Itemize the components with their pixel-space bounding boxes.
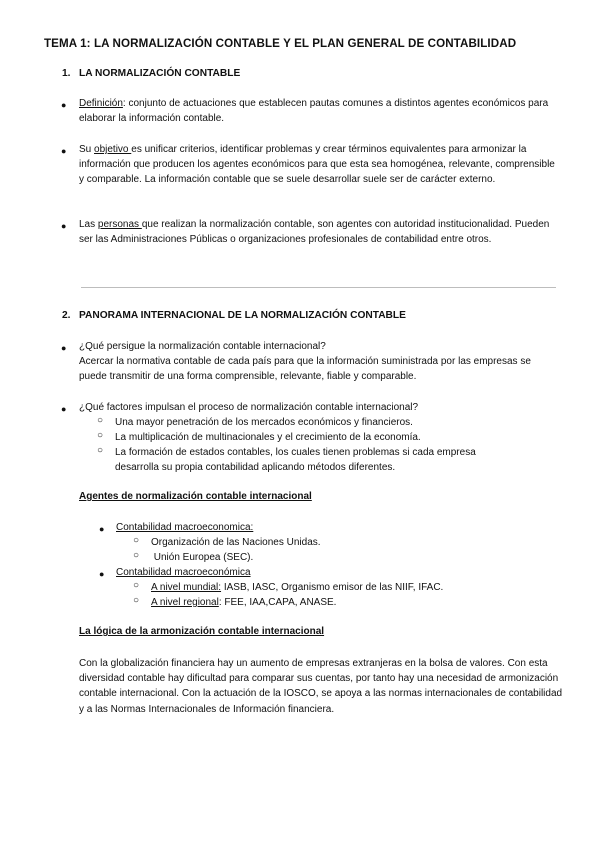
agent-item xyxy=(151,580,443,595)
section-2-heading xyxy=(62,310,406,321)
bullet-icon: ● xyxy=(61,146,67,156)
section-1-heading xyxy=(62,68,240,79)
logic-paragraph: Con la globalización financiera hay un aumento de empresas extranjeras en la bolsa de valores. Con esta diversidad contable hay dificultad para comparar sus cuentas, por tanto hay una necesidad de armonización contable internacional. Con la actuación de la IOSCO, se apoya a las normas internacionales de contabilidad y a las Normas Internacionales de Información financiera. xyxy=(79,658,563,715)
persons-paragraph xyxy=(79,217,559,247)
factor-item: La multiplicación de multinacionales y el crecimiento de la economía. xyxy=(115,432,421,443)
bullet-icon: ● xyxy=(99,524,105,534)
agent-item-text: : FEE, IAA,CAPA, ANASE. xyxy=(218,597,337,608)
persons-pre: Las xyxy=(79,219,98,230)
circle-bullet-icon: ○ xyxy=(133,550,140,561)
question-1-block xyxy=(79,339,559,385)
agents-heading: Agentes de normalización contable internacional xyxy=(79,491,312,502)
circle-bullet-icon: ○ xyxy=(97,415,104,426)
answer-1: Acercar la normativa contable de cada país para que la información suministrada por las empresas se puede transmitir de una forma comprensible, relevante, fiable y comparable. xyxy=(79,356,531,383)
agent-item-label: A nivel regional xyxy=(151,597,219,608)
agent-item xyxy=(151,595,336,610)
bullet-icon: ● xyxy=(61,404,67,414)
factor-item: La formación de estados contables, los cuales tienen problemas si cada empresa desarrolla su propia contabilidad aplicando métodos diferentes. xyxy=(115,447,476,474)
bullet-icon: ● xyxy=(61,100,67,110)
persons-term: personas xyxy=(97,219,142,230)
objective-paragraph xyxy=(79,142,559,188)
agent-group-2 xyxy=(116,565,251,580)
factor-item: Una mayor penetración de los mercados económicos y financieros. xyxy=(115,417,413,428)
agent-item-text: IASB, IASC, Organismo emisor de las NIIF, IFAC. xyxy=(221,582,444,593)
bullet-icon: ● xyxy=(99,569,105,579)
definition-text: : conjunto de actuaciones que establecen pautas comunes a distintos agentes económicos para elaborar la información contable. xyxy=(79,98,549,125)
definition-paragraph xyxy=(79,96,559,126)
section-1-title: LA NORMALIZACIÓN CONTABLE xyxy=(79,68,241,79)
bullet-icon: ● xyxy=(61,343,67,353)
section-2-number: 2. xyxy=(62,310,71,321)
agent-item: Organización de las Naciones Unidas. xyxy=(151,537,321,548)
agent-group-1 xyxy=(116,520,253,535)
agent-group-2-label: Contabilidad macroeconómica xyxy=(116,567,251,578)
section-1-number: 1. xyxy=(62,68,71,79)
definition-term: Definición xyxy=(79,98,123,109)
question-2: ¿Qué factores impulsan el proceso de normalización contable internacional? xyxy=(79,402,419,413)
page-title: TEMA 1: LA NORMALIZACIÓN CONTABLE Y EL PLAN GENERAL DE CONTABILIDAD xyxy=(44,37,517,50)
persons-text: que realizan la normalización contable, son agentes con autoridad institucionalidad. Pueden ser las Administraciones Públicas o organizaciones profesionales de contabilidad entre otros. xyxy=(79,219,550,246)
objective-pre: Su xyxy=(79,144,95,155)
agent-item-label: A nivel mundial: xyxy=(151,582,222,593)
objective-text: es unificar criterios, identificar problemas y crear términos equivalentes para armonizar la información que producen los agentes económicos para que esta sea homogénea, relevante, comprensible y comparable. La información contable que se suele desarrollar suele ser de carácter externo. xyxy=(79,144,555,186)
section-divider xyxy=(81,287,556,288)
circle-bullet-icon: ○ xyxy=(133,535,140,546)
logic-heading: La lógica de la armonización contable internacional xyxy=(79,626,325,637)
bullet-icon: ● xyxy=(61,221,67,231)
section-2-title: PANORAMA INTERNACIONAL DE LA NORMALIZACIÓN CONTABLE xyxy=(79,310,406,321)
objective-term: objetivo xyxy=(94,144,132,155)
agent-item: Unión Europea (SEC). xyxy=(151,552,254,563)
agent-group-1-label: Contabilidad macroeconomica: xyxy=(116,522,254,533)
circle-bullet-icon: ○ xyxy=(133,595,140,606)
circle-bullet-icon: ○ xyxy=(97,430,104,441)
circle-bullet-icon: ○ xyxy=(133,580,140,591)
circle-bullet-icon: ○ xyxy=(97,445,104,456)
question-1: ¿Qué persigue la normalización contable internacional? xyxy=(79,341,326,352)
